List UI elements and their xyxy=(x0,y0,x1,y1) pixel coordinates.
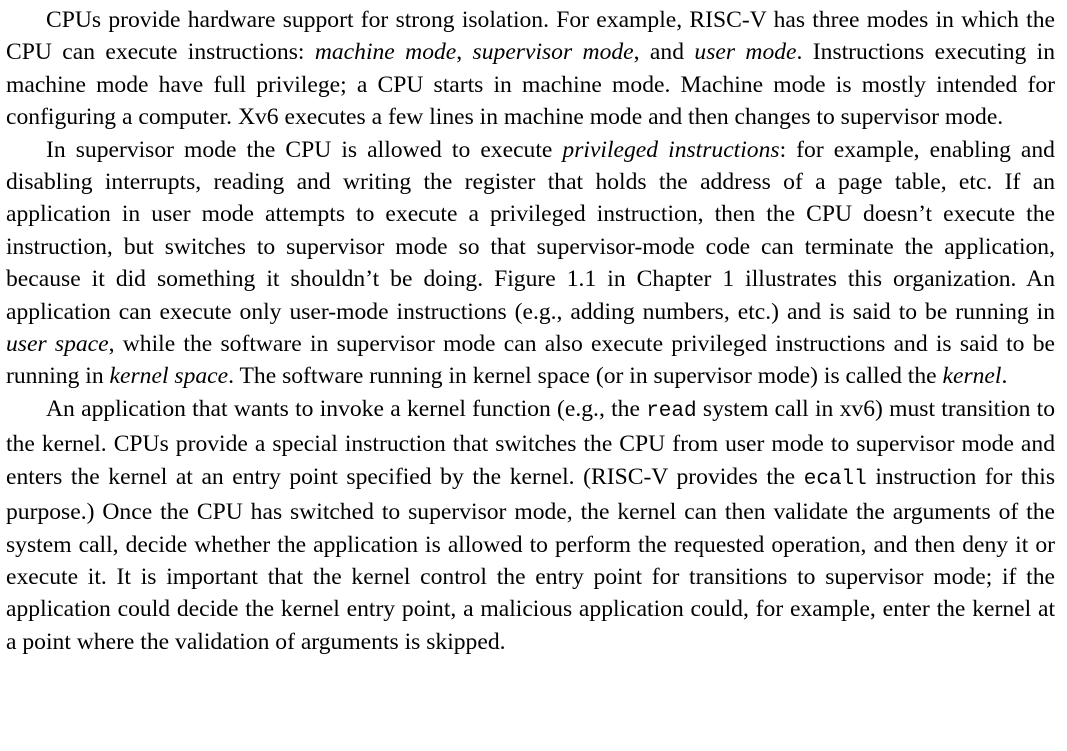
text-run: . xyxy=(1001,363,1008,390)
paragraph-hardware-isolation xyxy=(6,4,1055,134)
text-run: . The software running in kernel space (or in supervisor mode) is called the xyxy=(228,363,943,390)
emphasized-term: privileged instructions xyxy=(562,136,780,163)
text-run: . Instructions executing in machine mode have full privilege; a CPU starts in machine mode. Machine mode is mostly intended for configuring a computer. Xv6 executes a few lines in machine mode and then changes to supervisor mode. xyxy=(6,39,1056,131)
text-run: : for example, enabling and disabling interrupts, reading and writing the register that holds the address of a page table, etc. If an application in user mode attempts to execute a privileged instruction, then the CPU doesn’t execute the instruction, but switches to supervisor mode so that supervisor-mode code can terminate the application, because it did something it shouldn’t be doing. Figure 1.1 in Chapter 1 illustrates this organization. An application can execute only user-mode instructions (e.g., adding numbers, etc.) and is said to be running in xyxy=(6,136,1055,325)
emphasized-term: machine mode xyxy=(314,39,457,66)
text-run: , and xyxy=(633,39,695,66)
text-run: system call in xv6) must transition to the kernel. CPUs provide a special instruction that switches the CPU from user mode to supervisor mode and enters the kernel at an entry point specified by the kernel. (RISC-V provides the xyxy=(6,395,1055,490)
emphasized-term: supervisor mode xyxy=(472,39,634,66)
emphasized-term: kernel xyxy=(942,363,1002,390)
emphasized-term: user space xyxy=(6,331,109,358)
text-run: , xyxy=(456,39,473,66)
text-run: instruction for this purpose.) Once the CPU has switched to supervisor mode, the kernel can then validate the arguments of the system call, decide whether the application is allowed to perform the requested operation, and then deny it or execute it. It is important that the kernel control the entry point for transitions to supervisor mode; if the application could decide the kernel entry point, a malicious application could, for example, enter the kernel at a point where the validation of arguments is skipped. xyxy=(6,463,1055,655)
text-run: In supervisor mode the CPU is allowed to execute xyxy=(46,136,563,163)
inline-code: read xyxy=(646,399,697,423)
emphasized-term: kernel space xyxy=(109,363,229,390)
inline-code: ecall xyxy=(803,467,867,491)
text-run: An application that wants to invoke a kernel function (e.g., the xyxy=(46,395,647,422)
paragraph-kernel-entry xyxy=(6,393,1055,658)
text-run: , while the software in supervisor mode can also execute privileged instructions and is said to be running in xyxy=(6,331,1055,390)
emphasized-term: user mode xyxy=(694,39,797,66)
paragraph-privileged-instructions xyxy=(6,134,1055,393)
text-run: CPUs provide hardware support for strong isolation. For example, RISC-V has three modes in which the CPU can execute instructions: xyxy=(6,7,1055,66)
